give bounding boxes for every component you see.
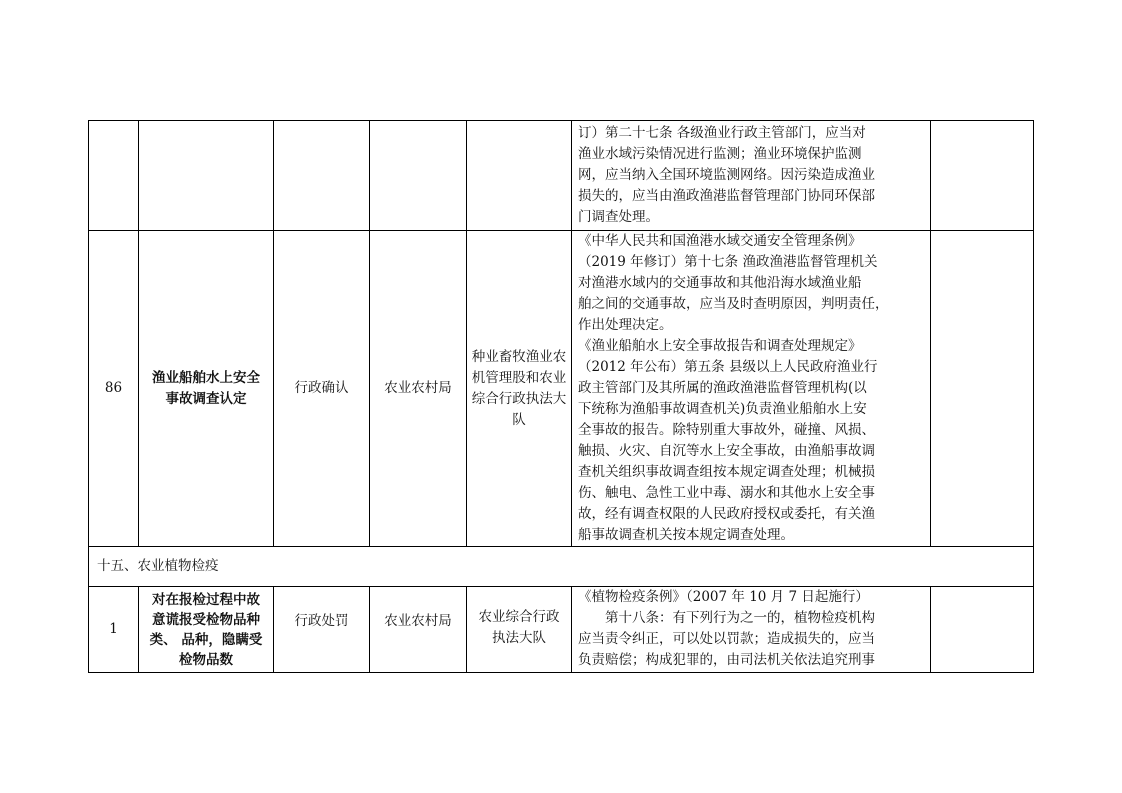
basis-line: 负责赔偿；构成犯罪的，由司法机关依法追究刑事: [578, 652, 875, 668]
item-name: 对在报检过程中故意谎报受检物品种类、 品种，隐瞒受检物品数: [139, 587, 274, 673]
basis-line: 网，应当纳入全国环境监测网络。因污染造成渔业: [578, 167, 875, 183]
basis-line: 触损、火灾、自沉等水上安全事故，由渔船事故调: [578, 443, 875, 459]
item-type: 行政确认: [274, 231, 370, 547]
basis-line: 门调查处理。: [578, 209, 659, 225]
basis-line: 第十八条：有下列行为之一的，植物检疫机构: [605, 610, 875, 626]
item-basis: [572, 121, 931, 231]
item-name: 渔业船舶水上安全事故调查认定: [139, 231, 274, 547]
table-row: [89, 587, 1034, 673]
item-number: [89, 121, 139, 231]
item-unit: 种业畜牧渔业农机管理股和农业综合行政执法大队: [467, 231, 572, 547]
section-title: 十五、农业植物检疫: [89, 547, 1034, 587]
table-row: [89, 231, 1034, 547]
item-note: [931, 231, 1034, 547]
item-basis: [572, 231, 931, 547]
item-note: [931, 587, 1034, 673]
item-number: 86: [89, 231, 139, 547]
items-table: [88, 120, 1034, 673]
basis-line: 订）第二十七条 各级渔业行政主管部门，应当对: [578, 125, 866, 141]
basis-line: （2019 年修订）第十七条 渔政渔港监督管理机关: [578, 254, 878, 270]
basis-line: 舶之间的交通事故，应当及时查明原因，判明责任，: [578, 296, 889, 312]
item-basis: [572, 587, 931, 673]
basis-line: 查机关组织事故调查组按本规定调查处理；机械损: [578, 464, 875, 480]
basis-line: 下统称为渔船事故调查机关)负责渔业船舶水上安: [578, 401, 867, 417]
item-dept: [370, 121, 467, 231]
basis-line: 《渔业船舶水上安全事故报告和调查处理规定》: [578, 338, 862, 354]
item-dept: 农业农村局: [370, 231, 467, 547]
basis-line: 《植物检疫条例》（2007 年 10 月 7 日起施行）: [578, 589, 869, 605]
basis-line: 《中华人民共和国渔港水域交通安全管理条例》: [578, 233, 862, 249]
item-number: 1: [89, 587, 139, 673]
basis-line: 作出处理决定。: [578, 317, 673, 333]
basis-line: （2012 年公布）第五条 县级以上人民政府渔业行: [578, 359, 878, 375]
item-unit: [467, 121, 572, 231]
item-unit: 农业综合行政执法大队: [467, 587, 572, 673]
item-type: [274, 121, 370, 231]
section-row: [89, 547, 1034, 587]
item-type: 行政处罚: [274, 587, 370, 673]
item-name: [139, 121, 274, 231]
basis-line: 伤、触电、急性工业中毒、溺水和其他水上安全事: [578, 485, 875, 501]
item-dept: 农业农村局: [370, 587, 467, 673]
item-note: [931, 121, 1034, 231]
basis-line: 对渔港水域内的交通事故和其他沿海水域渔业船: [578, 275, 862, 291]
basis-line: 渔业水域污染情况进行监测；渔业环境保护监测: [578, 146, 862, 162]
basis-line: 损失的，应当由渔政渔港监督管理部门协同环保部: [578, 188, 875, 204]
basis-line: 政主管部门及其所属的渔政渔港监督管理机构(以: [578, 380, 867, 396]
basis-line: 船事故调查机关按本规定调查处理。: [578, 527, 794, 543]
basis-line: 应当责令纠正，可以处以罚款；造成损失的，应当: [578, 631, 875, 647]
basis-line: 全事故的报告。除特别重大事故外，碰撞、风损、: [578, 422, 875, 438]
table-row: [89, 121, 1034, 231]
basis-line: 故，经有调查权限的人民政府授权或委托，有关渔: [578, 506, 875, 522]
